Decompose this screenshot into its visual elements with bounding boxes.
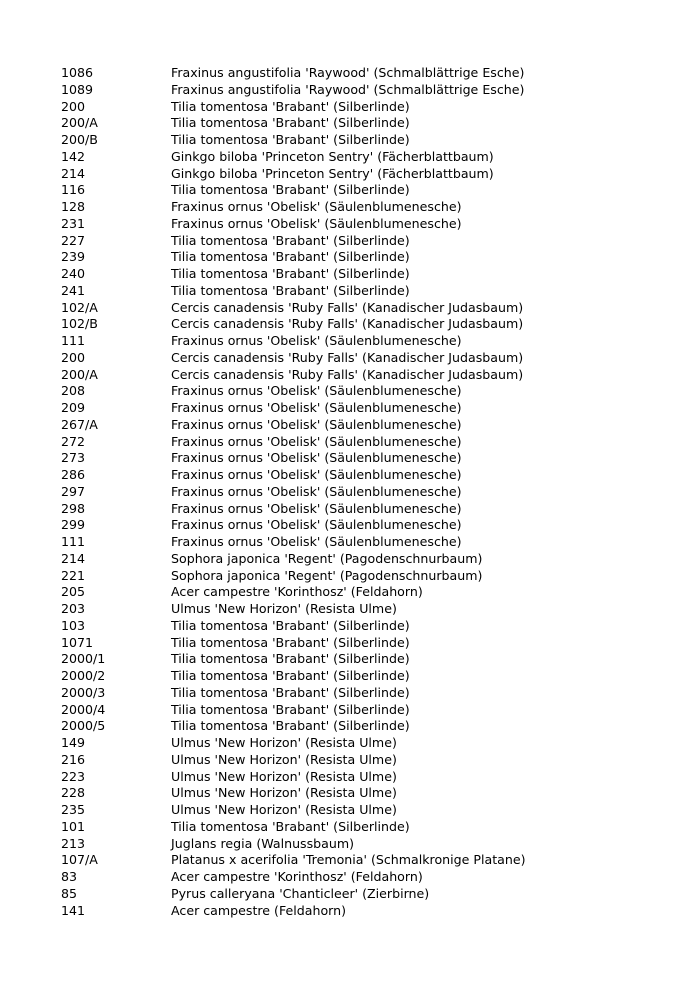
tree-number: 213 [61,835,86,851]
tree-number: 101 [61,818,86,834]
list-item [61,417,526,434]
list-item [61,534,526,551]
tree-number: 221 [61,567,86,583]
tree-number: 2000/2 [61,668,106,683]
tree-species: Ulmus 'New Horizon' (Resista Ulme) [171,601,397,616]
tree-number: 200 [61,98,86,114]
tree-species: Fraxinus ornus 'Obelisk' (Säulenblumenesche) [171,517,462,533]
tree-species: Tilia tomentosa 'Brabant' (Silberlinde) [171,115,410,131]
tree-number: 83 [61,869,78,884]
tree-species: Fraxinus ornus 'Obelisk' (Säulenblumenesche) [171,199,462,214]
tree-number: 102/A [61,299,98,315]
tree-number: 216 [61,751,86,767]
tree-species: Cercis canadensis 'Ruby Falls' (Kanadischer Judasbaum) [171,366,524,382]
tree-number: 2000/3 [61,684,106,700]
tree-number: 227 [61,232,86,248]
tree-number: 200/A [61,366,98,382]
list-item [61,216,526,233]
list-item [61,82,526,99]
tree-species: Fraxinus ornus 'Obelisk' (Säulenblumenesche) [171,215,462,231]
list-item [61,836,526,853]
list-item [61,467,526,484]
tree-species: Fraxinus ornus 'Obelisk' (Säulenblumenesche) [171,416,462,432]
tree-species: Cercis canadensis 'Ruby Falls' (Kanadischer Judasbaum) [171,349,524,365]
list-item [61,383,526,400]
tree-number: 111 [61,534,86,549]
list-item [61,802,526,819]
list-item [61,333,526,350]
tree-species: Tilia tomentosa 'Brabant' (Silberlinde) [171,282,410,298]
tree-number: 2000/1 [61,651,106,667]
list-item [61,300,526,317]
list-item [61,668,526,685]
list-item [61,852,526,869]
tree-species: Ulmus 'New Horizon' (Resista Ulme) [171,768,397,784]
list-item [61,233,526,250]
tree-list [61,65,526,919]
tree-number: 273 [61,450,86,466]
list-item [61,99,526,116]
list-item [61,886,526,903]
tree-species: Fraxinus ornus 'Obelisk' (Säulenblumenesche) [171,500,462,516]
list-item [61,869,526,886]
tree-number: 85 [61,885,78,901]
list-item [61,584,526,601]
tree-species: Tilia tomentosa 'Brabant' (Silberlinde) [171,718,410,734]
tree-species: Fraxinus ornus 'Obelisk' (Säulenblumenesche) [171,433,462,449]
list-item [61,702,526,719]
tree-number: 102/B [61,316,98,332]
list-item [61,65,526,82]
tree-number: 203 [61,601,86,616]
tree-number: 200/A [61,115,98,131]
tree-number: 297 [61,483,86,499]
tree-species: Tilia tomentosa 'Brabant' (Silberlinde) [171,182,410,198]
tree-species: Tilia tomentosa 'Brabant' (Silberlinde) [171,701,410,717]
list-item [61,551,526,568]
tree-species: Pyrus calleryana 'Chanticleer' (Zierbirne) [171,885,430,901]
list-item [61,903,526,920]
tree-species: Tilia tomentosa 'Brabant' (Silberlinde) [171,98,410,114]
tree-number: 149 [61,735,86,750]
list-item [61,283,526,300]
tree-species: Platanus x acerifolia 'Tremonia' (Schmalkronige Platane) [171,852,526,868]
list-item [61,249,526,266]
list-item [61,651,526,668]
tree-species: Tilia tomentosa 'Brabant' (Silberlinde) [171,634,410,650]
tree-number: 208 [61,383,86,399]
tree-number: 235 [61,802,86,817]
tree-number: 141 [61,902,86,918]
tree-number: 200/B [61,132,98,147]
tree-number: 2000/5 [61,718,106,734]
tree-species: Tilia tomentosa 'Brabant' (Silberlinde) [171,232,410,248]
list-item [61,266,526,283]
tree-number: 299 [61,517,86,533]
list-item [61,115,526,132]
tree-species: Fraxinus ornus 'Obelisk' (Säulenblumenesche) [171,333,462,348]
tree-number: 1086 [61,65,94,80]
tree-species: Fraxinus ornus 'Obelisk' (Säulenblumenesche) [171,483,462,499]
list-item [61,484,526,501]
tree-number: 128 [61,199,86,214]
tree-species: Tilia tomentosa 'Brabant' (Silberlinde) [171,249,410,265]
tree-number: 267/A [61,416,98,432]
list-item [61,149,526,166]
tree-species: Fraxinus angustifolia 'Raywood' (Schmalblättrige Esche) [171,81,525,97]
tree-species: Sophora japonica 'Regent' (Pagodenschnurbaum) [171,567,483,583]
tree-species: Tilia tomentosa 'Brabant' (Silberlinde) [171,668,410,683]
tree-number: 214 [61,165,86,181]
tree-number: 2000/4 [61,701,106,717]
list-item [61,199,526,216]
tree-number: 240 [61,266,86,281]
list-item [61,182,526,199]
tree-number: 223 [61,768,86,784]
list-item [61,367,526,384]
tree-number: 241 [61,282,86,298]
tree-number: 298 [61,500,86,516]
tree-species: Cercis canadensis 'Ruby Falls' (Kanadischer Judasbaum) [171,316,524,332]
list-item [61,735,526,752]
list-item [61,434,526,451]
tree-species: Ulmus 'New Horizon' (Resista Ulme) [171,751,397,767]
tree-number: 214 [61,550,86,566]
tree-species: Ginkgo biloba 'Princeton Sentry' (Fächerblattbaum) [171,148,494,164]
list-item [61,501,526,518]
list-item [61,316,526,333]
tree-number: 231 [61,215,86,231]
tree-number: 1071 [61,634,94,650]
list-item [61,752,526,769]
list-item [61,350,526,367]
tree-number: 103 [61,617,86,633]
tree-number: 272 [61,433,86,449]
list-item [61,517,526,534]
tree-species: Tilia tomentosa 'Brabant' (Silberlinde) [171,651,410,667]
tree-species: Acer campestre 'Korinthosz' (Feldahorn) [171,584,423,600]
tree-number: 209 [61,400,86,415]
tree-species: Fraxinus ornus 'Obelisk' (Säulenblumenesche) [171,400,462,415]
tree-species: Ginkgo biloba 'Princeton Sentry' (Fächerblattbaum) [171,165,494,181]
tree-number: 205 [61,584,86,600]
tree-species: Tilia tomentosa 'Brabant' (Silberlinde) [171,266,410,281]
list-item [61,450,526,467]
tree-species: Tilia tomentosa 'Brabant' (Silberlinde) [171,132,410,147]
list-item [61,166,526,183]
list-item [61,635,526,652]
list-item [61,785,526,802]
tree-number: 111 [61,333,86,348]
tree-number: 116 [61,182,86,198]
tree-species: Cercis canadensis 'Ruby Falls' (Kanadischer Judasbaum) [171,299,524,315]
tree-species: Fraxinus ornus 'Obelisk' (Säulenblumenesche) [171,383,462,399]
tree-species: Fraxinus ornus 'Obelisk' (Säulenblumenesche) [171,534,462,549]
tree-species: Tilia tomentosa 'Brabant' (Silberlinde) [171,818,410,834]
list-item [61,685,526,702]
list-item [61,568,526,585]
list-item [61,819,526,836]
tree-species: Tilia tomentosa 'Brabant' (Silberlinde) [171,617,410,633]
tree-species: Fraxinus angustifolia 'Raywood' (Schmalblättrige Esche) [171,65,525,80]
tree-number: 239 [61,249,86,265]
list-item [61,618,526,635]
list-item [61,400,526,417]
tree-number: 107/A [61,852,98,868]
tree-number: 1089 [61,81,94,97]
tree-species: Ulmus 'New Horizon' (Resista Ulme) [171,735,397,750]
tree-species: Acer campestre (Feldahorn) [171,902,347,918]
tree-species: Fraxinus ornus 'Obelisk' (Säulenblumenesche) [171,450,462,466]
tree-species: Ulmus 'New Horizon' (Resista Ulme) [171,785,397,801]
tree-species: Acer campestre 'Korinthosz' (Feldahorn) [171,869,423,884]
tree-number: 142 [61,148,86,164]
tree-species: Ulmus 'New Horizon' (Resista Ulme) [171,802,397,817]
tree-number: 228 [61,785,86,801]
tree-number: 286 [61,467,86,482]
tree-species: Fraxinus ornus 'Obelisk' (Säulenblumenesche) [171,467,462,482]
list-item [61,769,526,786]
list-item [61,601,526,618]
tree-number: 200 [61,349,86,365]
list-item [61,132,526,149]
tree-species: Juglans regia (Walnussbaum) [171,835,355,851]
tree-species: Sophora japonica 'Regent' (Pagodenschnurbaum) [171,550,483,566]
list-item [61,718,526,735]
tree-species: Tilia tomentosa 'Brabant' (Silberlinde) [171,684,410,700]
